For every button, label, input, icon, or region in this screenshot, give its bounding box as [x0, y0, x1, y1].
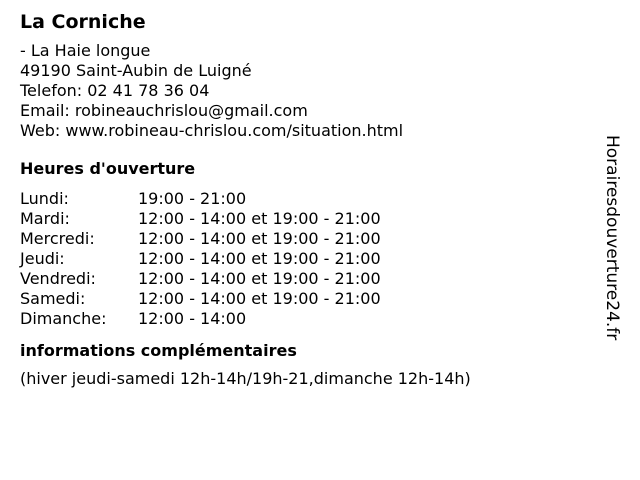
time-value: 12:00 - 14:00 et 19:00 - 21:00: [138, 209, 381, 228]
business-name: La Corniche: [20, 11, 146, 33]
phone-line: Telefon: 02 41 78 36 04: [20, 81, 210, 100]
address-street: - La Haie longue: [20, 41, 151, 60]
hours-row-thursday: [20, 249, 600, 269]
day-label: Jeudi:: [20, 249, 65, 268]
hours-row-wednesday: [20, 229, 600, 249]
site-watermark: Horairesdouverture24.fr: [602, 135, 622, 341]
day-label: Mardi:: [20, 209, 70, 228]
day-label: Lundi:: [20, 189, 69, 208]
day-label: Samedi:: [20, 289, 86, 308]
info-heading: informations complémentaires: [20, 341, 297, 360]
hours-row-monday: [20, 189, 600, 209]
time-value: 19:00 - 21:00: [138, 189, 247, 208]
time-value: 12:00 - 14:00 et 19:00 - 21:00: [138, 229, 381, 248]
time-value: 12:00 - 14:00 et 19:00 - 21:00: [138, 289, 381, 308]
hours-table: [20, 189, 600, 329]
business-page: [20, 10, 600, 389]
day-label: Dimanche:: [20, 309, 107, 328]
hours-row-tuesday: [20, 209, 600, 229]
hours-row-sunday: [20, 309, 600, 329]
hours-row-friday: [20, 269, 600, 289]
day-label: Mercredi:: [20, 229, 95, 248]
time-value: 12:00 - 14:00: [138, 309, 247, 328]
address-block: [20, 41, 600, 141]
info-text: (hiver jeudi-samedi 12h-14h/19h-21,dimanche 12h-14h): [20, 369, 471, 388]
email-line: Email: robineauchrislou@gmail.com: [20, 101, 308, 120]
day-label: Vendredi:: [20, 269, 96, 288]
time-value: 12:00 - 14:00 et 19:00 - 21:00: [138, 249, 381, 268]
time-value: 12:00 - 14:00 et 19:00 - 21:00: [138, 269, 381, 288]
web-line: Web: www.robineau-chrislou.com/situation.html: [20, 121, 404, 140]
hours-heading: Heures d'ouverture: [20, 159, 196, 178]
address-city: 49190 Saint-Aubin de Luigné: [20, 61, 252, 80]
hours-row-saturday: [20, 289, 600, 309]
